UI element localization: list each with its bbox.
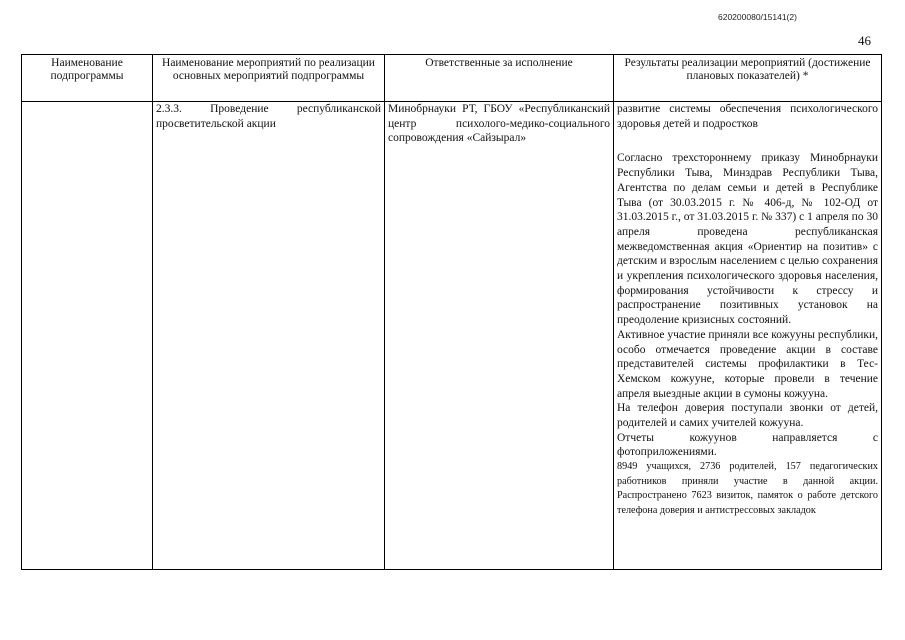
cell-subprogram — [22, 102, 153, 570]
table-row — [22, 102, 882, 570]
table-header-row — [22, 55, 882, 102]
header-measures: Наименование мероприятий по реализации основных мероприятий подпрограммы — [153, 55, 385, 102]
result-paragraph: Согласно трехстороннему приказу Минобрнауки Республики Тыва, Минздрав Республики Тыва, Агентства по делам семьи и детей в Республике Тыва (от 30.03.2015 г. № 406-д, № 102-ОД от 31.03.2015 г., от 31.03.2015 г. № 337) с 1 апреля по 30 апреля проведена республиканская межведомственная акция «Ориентир на позитив» с детским и взрослым населением с целью сохранения и укрепления психологического здоровья населения, формирования устойчивости к стрессу и распространение позитивных установок на преодоление кризисных состояний. — [617, 152, 878, 327]
document-code: 620200080/15141(2) — [718, 12, 797, 22]
results-table — [21, 54, 882, 570]
cell-measure: 2.3.3. Проведение республиканской просветительской акции — [153, 102, 385, 570]
result-paragraph: Отчеты кожуунов направляется с фотоприложениями. — [617, 431, 878, 459]
result-paragraph: 8949 учащихся, 2736 родителей, 157 педагогических работников приняли участие в данной акции. Распространено 7623 визиток, памяток о работе детского телефона доверия и антистрессовых закладок — [617, 461, 878, 516]
header-results: Результаты реализации мероприятий (достижение плановых показателей) * — [614, 55, 882, 102]
result-paragraph: На телефон доверия поступали звонки от детей, родителей и самих учителей кожууна. — [617, 402, 878, 430]
result-paragraph: развитие системы обеспечения психологического здоровья детей и подростков — [617, 103, 878, 130]
cell-results — [614, 102, 882, 570]
header-subprogram: Наименование подпрограммы — [22, 55, 153, 102]
header-responsible: Ответственные за исполнение — [385, 55, 614, 102]
page-number: 46 — [858, 33, 871, 48]
result-paragraph: Активное участие приняли все кожууны республики, особо отмечается проведение акции в составе представителей системы профилактики в Тес-Хемском кожууне, которые провели в течение апреля выездные акции в сумоны кожууна. — [617, 328, 878, 400]
cell-responsible: Минобрнауки РТ, ГБОУ «Республиканский центр психолого-медико-социального сопровождения «Сайзырал» — [385, 102, 614, 570]
